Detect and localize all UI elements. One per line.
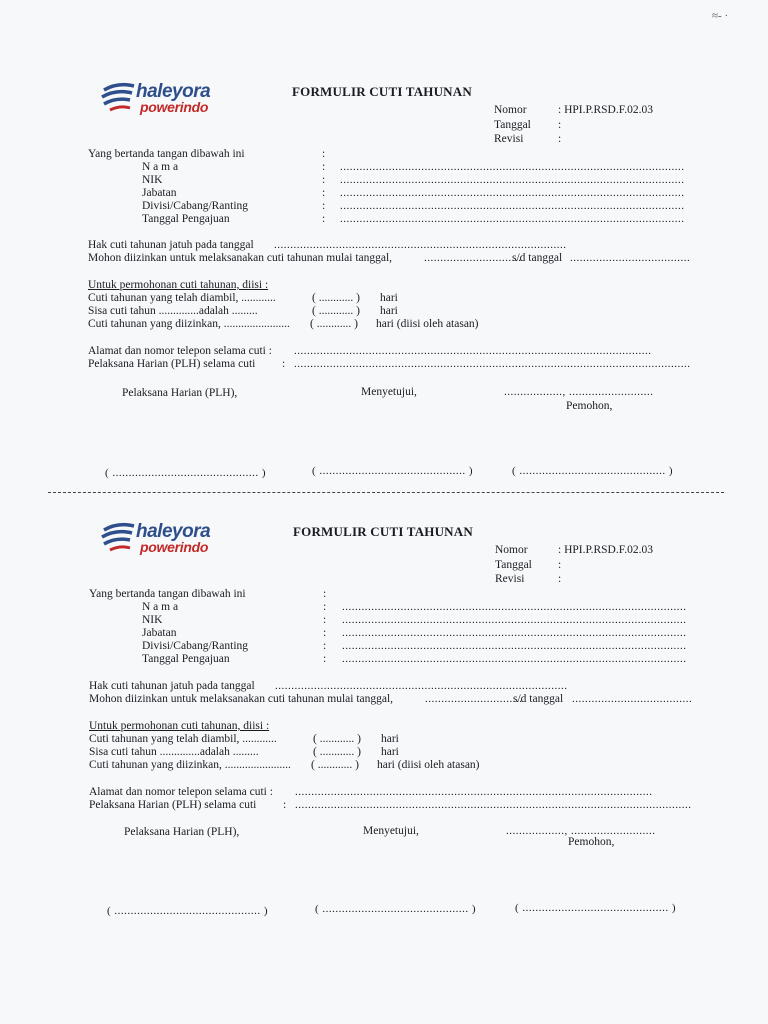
hak-cuti-label: Hak cuti tahunan jatuh pada tanggal (88, 239, 254, 251)
logo-text-haleyora: haleyora (136, 521, 211, 542)
field-colon: : (323, 614, 327, 626)
plh-label: Pelaksana Harian (PLH) selama cuti (89, 799, 257, 811)
meta-value-nomor: : HPI.P.RSD.F.02.03 (558, 544, 653, 556)
mohon-sd-label: s/d tanggal (513, 693, 564, 705)
field-label-tanggal-pengajuan: Tanggal Pengajuan (142, 653, 230, 665)
hak-cuti-input[interactable]: .......................................................................................... (275, 680, 568, 692)
corner-mark: ≈- · (712, 10, 729, 22)
field-colon: : (322, 174, 326, 186)
sign-approve-label: Menyetujui, (363, 825, 419, 837)
logo-swoosh-icon (100, 80, 140, 116)
logo-text-haleyora: haleyora (136, 81, 211, 102)
signature-applicant-field[interactable]: ( ............................................. ) (515, 902, 677, 914)
sign-pemohon-label: Pemohon, (568, 836, 615, 848)
field-label-divisi: Divisi/Cabang/Ranting (142, 640, 249, 652)
field-colon: : (323, 601, 327, 613)
meta-value-tanggal: : (558, 119, 562, 131)
cuti-diizinkan-count[interactable]: ( ............ ) (310, 318, 358, 330)
field-label-nik: NIK (142, 174, 163, 186)
cut-line-divider (48, 492, 724, 493)
signature-approver-field[interactable]: ( ............................................. ) (312, 465, 474, 477)
mohon-start-input[interactable]: .............................. (424, 252, 522, 264)
mohon-label: Mohon diizinkan untuk melaksanakan cuti tahunan mulai tanggal, (88, 252, 393, 264)
intro-text: Yang bertanda tangan dibawah ini (88, 148, 245, 160)
company-logo (100, 520, 240, 560)
meta-label-nomor: Nomor (495, 544, 528, 556)
field-label-jabatan: Jabatan (142, 187, 177, 199)
meta-label-revisi: Revisi (494, 133, 524, 145)
cuti-diambil-label[interactable]: Cuti tahunan yang telah diambil, ............ (88, 292, 276, 304)
sign-approve-label: Menyetujui, (361, 386, 417, 398)
sign-pemohon-label: Pemohon, (566, 400, 613, 412)
sisa-cuti-count[interactable]: ( ............ ) (312, 305, 360, 317)
untuk-heading: Untuk permohonan cuti tahunan, diisi : (88, 279, 269, 291)
mohon-start-input[interactable]: .............................. (425, 693, 523, 705)
field-label-nama: N a m a (142, 161, 179, 173)
field-input-jabatan[interactable]: .......................................................................................................... (342, 627, 687, 639)
plh-input[interactable]: .......................................................................................................................... (294, 358, 691, 370)
logo-text-powerindo: powerindo (140, 539, 209, 555)
sisa-cuti-label[interactable]: Sisa cuti tahun ..............adalah ......... (89, 746, 259, 758)
field-label-divisi: Divisi/Cabang/Ranting (142, 200, 249, 212)
meta-label-tanggal: Tanggal (494, 119, 531, 131)
sisa-cuti-unit: hari (381, 746, 399, 758)
field-label-tanggal-pengajuan: Tanggal Pengajuan (142, 213, 230, 225)
sign-place-date-input[interactable]: .................., .......................... (504, 386, 654, 398)
logo-text-powerindo: powerindo (140, 99, 209, 115)
field-colon: : (323, 653, 327, 665)
alamat-input[interactable]: .............................................................................................................. (295, 786, 653, 798)
mohon-end-input[interactable]: ..................................... (570, 252, 691, 264)
meta-value-revisi: : (558, 133, 562, 145)
cuti-diambil-count[interactable]: ( ............ ) (312, 292, 360, 304)
company-logo (100, 80, 240, 120)
intro-text: Yang bertanda tangan dibawah ini (89, 588, 246, 600)
alamat-input[interactable]: .............................................................................................................. (294, 345, 652, 357)
field-label-nama: N a m a (142, 601, 179, 613)
field-input-jabatan[interactable]: .......................................................................................................... (340, 187, 685, 199)
field-input-divisi[interactable]: .......................................................................................................... (342, 640, 687, 652)
sisa-cuti-count[interactable]: ( ............ ) (313, 746, 361, 758)
field-colon: : (323, 640, 327, 652)
signature-plh-field[interactable]: ( ............................................. ) (105, 467, 267, 479)
meta-value-tanggal: : (558, 559, 562, 571)
intro-colon: : (323, 588, 327, 600)
field-colon: : (322, 200, 326, 212)
sign-plh-label: Pelaksana Harian (PLH), (122, 387, 238, 399)
signature-approver-field[interactable]: ( ............................................. ) (315, 903, 477, 915)
meta-value-revisi: : (558, 573, 562, 585)
mohon-end-input[interactable]: ..................................... (572, 693, 693, 705)
cuti-diambil-unit: hari (381, 733, 399, 745)
field-label-nik: NIK (142, 614, 163, 626)
mohon-label: Mohon diizinkan untuk melaksanakan cuti tahunan mulai tanggal, (89, 693, 394, 705)
plh-input[interactable]: .......................................................................................................................... (295, 799, 692, 811)
field-colon: : (322, 161, 326, 173)
field-colon: : (322, 187, 326, 199)
cuti-diizinkan-label[interactable]: Cuti tahunan yang diizinkan, ....................... (89, 759, 291, 771)
field-colon: : (322, 213, 326, 225)
sign-place-date-input[interactable]: .................., .......................... (506, 825, 656, 837)
meta-label-tanggal: Tanggal (495, 559, 532, 571)
cuti-diizinkan-count[interactable]: ( ............ ) (311, 759, 359, 771)
cuti-diizinkan-unit: hari (diisi oleh atasan) (376, 318, 479, 330)
meta-value-nomor: : HPI.P.RSD.F.02.03 (558, 104, 653, 116)
cuti-diambil-label[interactable]: Cuti tahunan yang telah diambil, ............ (89, 733, 277, 745)
form-title: FORMULIR CUTI TAHUNAN (292, 84, 472, 99)
leave-form-2 (0, 520, 768, 960)
sisa-cuti-label[interactable]: Sisa cuti tahun ..............adalah ......... (88, 305, 258, 317)
hak-cuti-label: Hak cuti tahunan jatuh pada tanggal (89, 680, 255, 692)
meta-label-nomor: Nomor (494, 104, 527, 116)
sign-plh-label: Pelaksana Harian (PLH), (124, 826, 240, 838)
alamat-label: Alamat dan nomor telepon selama cuti : (89, 786, 273, 798)
plh-colon: : (282, 358, 286, 370)
leave-form-1 (0, 80, 768, 520)
cuti-diizinkan-unit: hari (diisi oleh atasan) (377, 759, 480, 771)
cuti-diizinkan-label[interactable]: Cuti tahunan yang diizinkan, ....................... (88, 318, 290, 330)
hak-cuti-input[interactable]: .......................................................................................... (274, 239, 567, 251)
field-input-nama[interactable]: .......................................................................................................... (342, 601, 687, 613)
form-title: FORMULIR CUTI TAHUNAN (293, 524, 473, 539)
field-input-tanggal-pengajuan[interactable]: .......................................................................................................... (340, 213, 685, 225)
field-input-nama[interactable]: .......................................................................................................... (340, 161, 685, 173)
intro-colon: : (322, 148, 326, 160)
mohon-sd-label: s/d tanggal (512, 252, 563, 264)
field-input-divisi[interactable]: .......................................................................................................... (340, 200, 685, 212)
cuti-diambil-count[interactable]: ( ............ ) (313, 733, 361, 745)
plh-label: Pelaksana Harian (PLH) selama cuti (88, 358, 256, 370)
alamat-label: Alamat dan nomor telepon selama cuti : (88, 345, 272, 357)
signature-plh-field[interactable]: ( ............................................. ) (107, 905, 269, 917)
signature-applicant-field[interactable]: ( ............................................. ) (512, 465, 674, 477)
logo-swoosh-icon (100, 520, 140, 556)
meta-label-revisi: Revisi (495, 573, 525, 585)
field-input-tanggal-pengajuan[interactable]: .......................................................................................................... (342, 653, 687, 665)
field-input-nik[interactable]: .......................................................................................................... (340, 174, 685, 186)
field-colon: : (323, 627, 327, 639)
sisa-cuti-unit: hari (380, 305, 398, 317)
plh-colon: : (283, 799, 287, 811)
field-label-jabatan: Jabatan (142, 627, 177, 639)
cuti-diambil-unit: hari (380, 292, 398, 304)
field-input-nik[interactable]: .......................................................................................................... (342, 614, 687, 626)
untuk-heading: Untuk permohonan cuti tahunan, diisi : (89, 720, 270, 732)
